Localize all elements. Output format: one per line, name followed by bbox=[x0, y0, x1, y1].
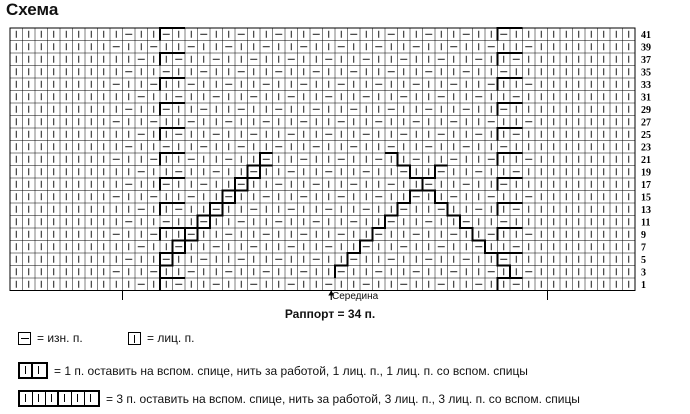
row-number: 27 bbox=[641, 117, 651, 129]
middle-label: Середина bbox=[332, 291, 379, 302]
row-numbers bbox=[641, 30, 651, 291]
legend-knit bbox=[128, 331, 194, 345]
repeat-label: Раппорт = 34 п. bbox=[284, 307, 376, 321]
row-number: 15 bbox=[641, 192, 651, 204]
row-number: 29 bbox=[641, 105, 651, 116]
legend-cable-small-text: = 1 п. оставить на вспом. спице, нить за работой, 1 лиц. п., 1 лиц. п. со вспом. спицы bbox=[54, 363, 528, 378]
row-number: 13 bbox=[641, 205, 651, 216]
row-number: 33 bbox=[641, 80, 651, 91]
legend-cable-large-text: = 3 п. оставить на вспом. спице, нить за работой, 3 лиц. п., 3 лиц. п. со вспом. спицы bbox=[106, 391, 580, 406]
chart-title: Схема bbox=[6, 0, 59, 19]
row-number: 31 bbox=[641, 92, 651, 104]
row-number: 39 bbox=[641, 42, 651, 54]
row-number: 1 bbox=[641, 280, 646, 291]
row-number: 37 bbox=[641, 55, 651, 66]
row-number: 3 bbox=[641, 267, 646, 279]
row-number: 5 bbox=[641, 255, 646, 266]
legend-cable-large bbox=[18, 390, 580, 407]
row-number: 19 bbox=[641, 167, 651, 179]
cable-1x1-icon bbox=[18, 362, 48, 379]
row-number: 11 bbox=[641, 217, 651, 229]
legend-purl bbox=[18, 331, 83, 345]
row-number: 41 bbox=[641, 30, 651, 41]
purl-symbol-icon bbox=[18, 332, 31, 345]
row-number: 9 bbox=[641, 230, 646, 241]
row-number: 7 bbox=[641, 242, 646, 254]
cable-3x3-icon bbox=[18, 390, 100, 407]
legend-purl-text: = изн. п. bbox=[37, 331, 83, 345]
legend-cable-small bbox=[18, 362, 528, 379]
row-number: 21 bbox=[641, 155, 651, 166]
row-number: 17 bbox=[641, 180, 651, 191]
row-number: 23 bbox=[641, 142, 651, 154]
row-number: 35 bbox=[641, 67, 651, 79]
legend-knit-text: = лиц. п. bbox=[147, 331, 195, 345]
chart-grid bbox=[10, 28, 635, 291]
row-number: 25 bbox=[641, 130, 651, 141]
knit-symbol-icon bbox=[128, 332, 141, 345]
